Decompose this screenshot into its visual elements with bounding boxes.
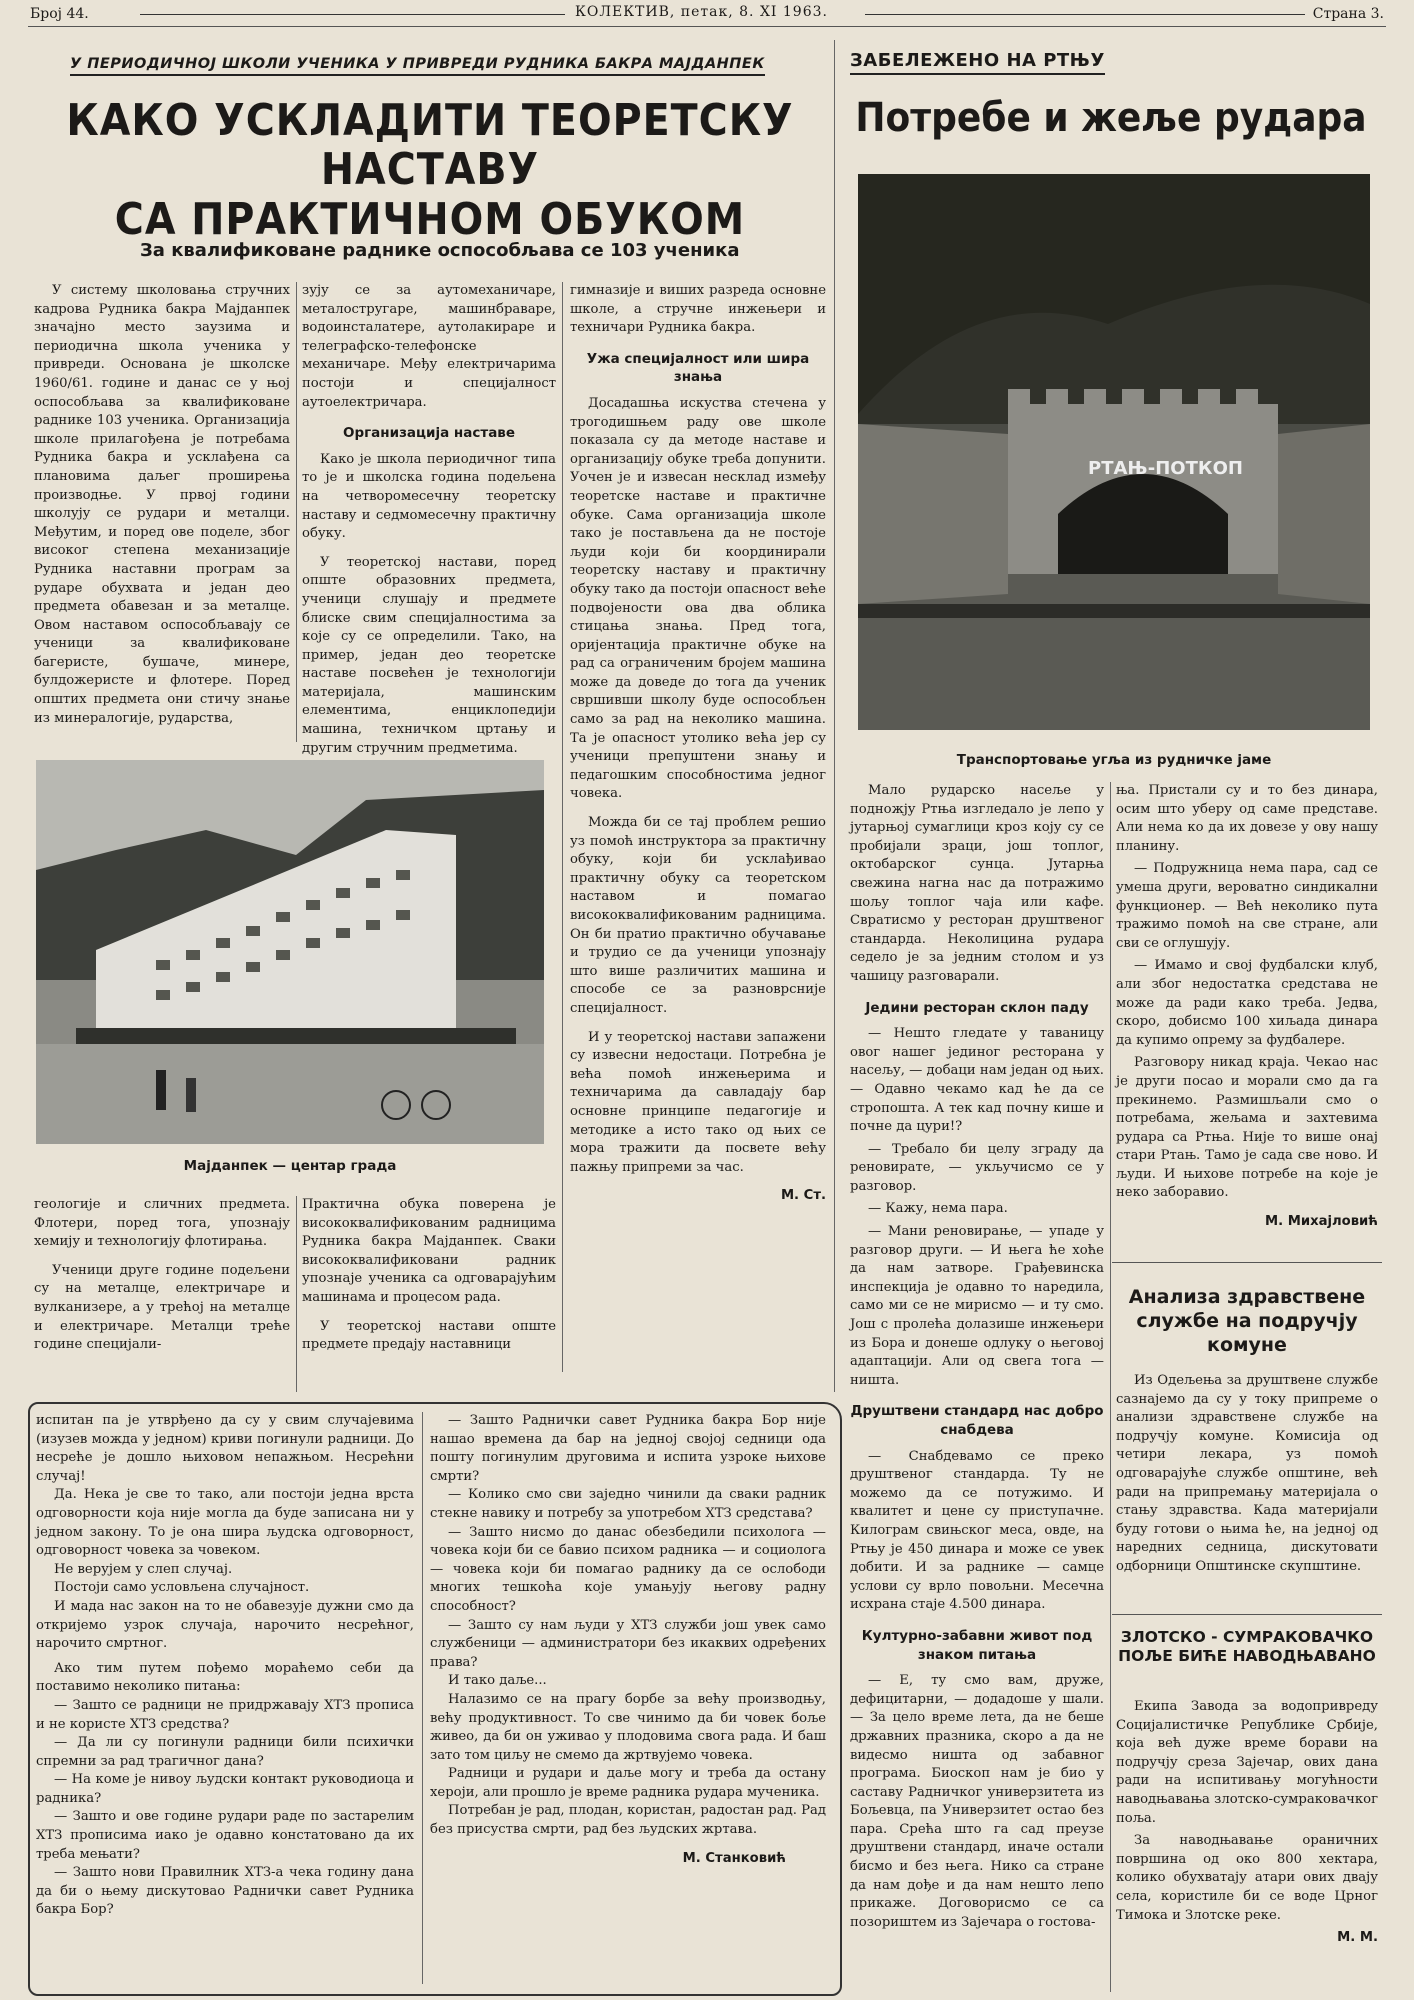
paragraph: Мало рударско насеље у подножју Ртња изгледало је лепо у јутарњој сумаглици кроз коју су се пробијали зраци, још топлог, октобарског сунца. Јутарња свежина нагна нас да потражимо шољу топлог чаја или кафе. Свратисмо у ресторан друштвеног стандарда. Неколицина рудара седело је за једним столом и уз чашицу разговарали. [850, 783, 1104, 984]
paragraph: У теоретској настави опште предмете предају наставници [302, 1318, 556, 1353]
paragraph: У теоретској настави, поред опште образовних предмета, ученици слушају и предмете блиске свим специјалностима за које су се определили. Тако, на пример, један део теоретске наставе посвећен је технологији материјала, машинским елементима, енциклопедији машина, техничком цртању и другим стручним предметима. [302, 554, 556, 756]
subheading: Ужа специјалност или шира знања [586, 350, 810, 386]
header-rule [865, 14, 1305, 15]
right-kicker: ЗАБЕЛЕЖЕНО НА РТЊУ [850, 50, 1105, 75]
column-rule [562, 282, 563, 1372]
left-column-3 [570, 282, 826, 1387]
left-headline [40, 96, 820, 244]
author-signature: М. Ст. [780, 1188, 826, 1204]
paragraph: — Е, ту смо вам, друже, дефицитарни, — додадоше у шали. — За цело време лета, да не беше државних празника, скоро а да не видесмо ништа од забавног програма. Биоскоп нам је био у саставу Радничког универзитета из Бољевца, па Универзитет остао без пара. Срећа што га сад преузе друштвени стандард, иначе остали бисмо и без њега. Нико са стране да нам дође и да нам нешто лепо прикаже. Договорисмо се са позориштем из Зајечара о гостова- [850, 1673, 1104, 1930]
paragraph: Радници и рудари и даље могу и треба да остану хероји, али прошло је време радника рудара мученика. [430, 1766, 826, 1800]
question: — Да ли су погинули радници били психички спремни за рад трагичног дана? [36, 1735, 414, 1769]
headline-line-2: СА ПРАКТИЧНОМ ОБУКОМ [114, 193, 746, 245]
town-center-photo [36, 760, 544, 1144]
paragraph: Постоји само условљена случајност. [54, 1580, 310, 1596]
mine-entrance-sign: РТАЊ-ПОТКОП [1088, 458, 1243, 479]
left-lower-column-1 [34, 1196, 290, 1392]
town-photo-caption: Мајданпек — центар града [183, 1158, 397, 1174]
paragraph: И тако даље... [448, 1673, 547, 1689]
bottom-column-2 [430, 1412, 826, 1984]
left-kicker: У ПЕРИОДИЧНОЈ ШКОЛИ УЧЕНИКА У ПРИВРЕДИ РУДНИКА БАКРА МАЈДАНПЕК [70, 56, 765, 76]
paragraph: Можда би се тај проблем решио уз помоћ инструктора за практичну обуку, који би усклађивао практичну обуку са теоретском наставом и помагао висококвалификованим радницима. Он би пратио практично обучавање и трудио се да ученици упознају што више различитих машина и способе се за разноврсније специјалност. [570, 815, 826, 1016]
question: — Зашто нисмо до данас обезбедили психолога — човека који би се бавио психом радника — и социолога — човека који би помагао раднику да се ослободи многих тешкоћа које умањују његову радну способност? [430, 1524, 826, 1614]
author-signature: М. Станковић [682, 1850, 786, 1866]
paragraph: ња. Пристали су и то без динара, осим што уберу од саме представе. Али нема ко да их довезе у ову нашу планину. [1116, 783, 1378, 854]
right-headline: Потребе и жеље рудара [855, 95, 1367, 141]
paragraph: геологије и сличних предмета. Флотери, поред тога, упознају хемију и технологију флотирања. [34, 1197, 290, 1250]
paragraph: И мада нас закон на то не обавезује дужни смо да откријемо узрок случаја, нарочито несрећног, нарочито смртног. [36, 1598, 414, 1652]
question: — Колико смо сви заједно чинили да сваки радник стекне навику и потребу за употребом ХТЗ средстава? [430, 1487, 826, 1521]
question: — Зашто су нам људи у ХТЗ служби још увек само службеници — администратори без икаквих одређених права? [430, 1617, 826, 1670]
question: — На коме је нивоу људски контакт руководиоца и радника? [36, 1772, 414, 1806]
paragraph: — Требало би целу зграду да реновирате, — укључисмо се у разговор. [850, 1141, 1104, 1194]
health-box-body [1116, 1372, 1378, 1604]
paragraph: Екипа Завода за водопривреду Социјалистичке Републике Србије, која већ дуже време борави на подручју среза Зајечар, ових дана ради на испитивању могућности наводњавања злотско-сумраковачког поља. [1116, 1699, 1378, 1826]
paragraph: Не верујем у слеп случај. [54, 1561, 233, 1577]
town-center-illustration [36, 760, 544, 1144]
paragraph: За наводњавање ораничних површина од око 800 хектара, колико обухватају атари ових двају села, користиле би се воде Црног Тимока и Злотске реке. [1116, 1833, 1378, 1923]
column-rule [1110, 782, 1111, 1992]
paragraph: гимназије и виших разреда основне школе, а стручне инжењери и техничари Рудника бакра. [570, 283, 826, 336]
right-column-2 [1116, 782, 1378, 1272]
paragraph: — Мани реновирање, — упаде у разговор други. — И њега ће хоће да нам затворе. Грађевинска инспекција је одавно то наредила, само ми се не мирисмо — и ту смо. Још с пролећа долазише инжењери из Бора и донеше одлуку о његовој адаптацији. Али од свега тога — ништа. [850, 1224, 1104, 1388]
paragraph: Да. Нека је све то тако, али постоји једна врста одговорности која није могла да буде записана ни у једном закону. То је она шира људска одговорност, одговорност човека за човеком. [36, 1487, 414, 1559]
subheading: Организација наставе [342, 425, 516, 442]
paragraph: Досадашња искуства стечена у трогодишњем раду ове школе показала су да методе наставе и организацију обуке треба допунити. Уочен је и извесан несклад између теоретске наставе и практичне обуке. Сама организација школе тако је постављена да не постоје људи који би координирали теоретску наставу и практичну обуку тако да постоји опасност веће подвојености ова два облика стицања знања. Пред тога, оријентација практичне обуке на рад са ограниченим бројем машина може да доведе до тога да ученик свршивши школу буде оспособљен само за рад на неколико машина. Та је опасност утолико већа јер су ученици препуштени знању и педагошким способностима једног човека. [570, 395, 826, 802]
left-column-1 [34, 282, 290, 740]
paragraph: Налазимо се на прагу борбе за већу производњу, већу продуктивност. То све чинимо да би човек боље живео, да би он уживао у плодовима свога рада. И баш зато том циљу не смемо да жртвујемо човека. [430, 1691, 826, 1763]
headline-line-1: КАКО УСКЛАДИТИ ТЕОРЕТСКУ НАСТАВУ [66, 95, 794, 196]
paragraph: Потребан је рад, плодан, користан, радостан рад. Рад без присуства смрти, рад без људских жртава. [430, 1803, 826, 1838]
column-rule [296, 282, 297, 742]
paragraph: — Имамо и свој фудбалски клуб, али због недостатка средстава не може да ради како треба. Једва, скоро, добисмо 100 хиљада динара да купимо опрему за фудбалере. [1116, 958, 1378, 1048]
paragraph: Из Одељења за друштвене службе сазнајемо да су у току припреме о анализи здравствене службе на подручју комуне. Комисија од четири лекара, уз помоћ одговарајуће службе општине, већ ради на припремању материјала о стању здравства. Када материјали буду готови о њима ће, на једној од наредних седница, дискутовати одборници Општинске скупштине. [1116, 1373, 1378, 1574]
irrigation-body [1116, 1698, 1378, 1992]
question: — Зашто и ове године рудари раде по застарелим ХТЗ прописима иако је одавно констатовано да их треба мењати? [36, 1809, 414, 1862]
page-number: Страна 3. [1312, 6, 1384, 22]
author-signature: М. Михајловић [1264, 1214, 1378, 1230]
paragraph: И у теоретској настави запажени су извесни недостаци. Потребна је већа помоћ инжењерима и техничарима да савладају бар основне принципе педагогије и методике а исто тако од њих се мора тражити да посвете већу пажњу припреми за час. [570, 1029, 826, 1175]
paragraph: Практична обука поверена је висококвалификованим радницима Рудника бакра Мајданпек. Сваки висококвалификовани радник упознаје ученика са одговарајућим машинама и процесом рада. [302, 1197, 556, 1305]
mine-entrance-photo [858, 174, 1370, 730]
paragraph: — Подружница нема пара, сад се умеша други, вероватно синдикални функционер. — Већ неколико пута тражимо помоћ на све стране, али сви се оглушују. [1116, 861, 1378, 951]
section-divider [1112, 1614, 1382, 1615]
left-subheadline: За квалификоване раднике оспособљава се 103 ученика [140, 240, 740, 261]
health-box-title: Анализа здравствене службе на подручју комуне [1128, 1286, 1366, 1356]
section-divider [1112, 1262, 1382, 1263]
paragraph: — Нешто гледате у таваницу овог нашег јединог ресторана у насељу, — добаци нам један од њих. — Одавно чекамо кад ће да се стропошта. А тек кад почну кише и почне да цури!? [850, 1026, 1104, 1135]
question: — Зашто нови Правилник ХТЗ-а чека годину дана да би о њему дискутовао Раднички савет Рудника бакра Бор? [36, 1865, 414, 1918]
question: — Зашто се радници не придржавају ХТЗ прописа и не користе ХТЗ средства? [36, 1697, 414, 1732]
paragraph: Ако тим путем пођемо мораћемо себи да поставимо неколико питања: [36, 1660, 414, 1695]
author-signature: М. М. [1337, 1930, 1378, 1946]
paragraph: зују се за аутомеханичаре, металостругаре, машинбраваре, водоинсталатере, аутолакираре и телеграфско-телефонске механичаре. Међу електричарима постоји и специјалност аутоелектричара. [302, 283, 556, 410]
issue-number: Број 44. [30, 6, 89, 22]
mine-entrance-illustration [858, 174, 1370, 730]
paragraph: Ученици друге године подељени су на металце, електричаре и вулканизере, а у трећој на металце и електричаре. Металци треће године специјали- [34, 1262, 290, 1353]
paragraph: — Кажу, нема пара. [868, 1201, 1008, 1217]
subheading: Једини ресторан склон паду [865, 999, 1089, 1016]
irrigation-title: ЗЛОТСКО - СУМРАКОВАЧКО ПОЉЕ БИЋЕ НАВОДЊАВАНО [1118, 1628, 1376, 1666]
paragraph: Разговору никад краја. Чекао нас је други посао и морали смо да га прекинемо. Размишљали смо о потребама, жељама и захтевима рудара са Ртња. Није то више онај стари Ртањ. Тамо је сада све ново. И људи. И њихове потребе на које је неко заборавио. [1116, 1055, 1378, 1201]
paragraph: — Снабдевамо се преко друштвеног стандарда. Ту не можемо да се потужимо. И квалитет и цене су приступачне. Килограм свињског меса, овде, на Ртњу је 450 динара и може се увек добити. И за раднике — самце услови су врло повољни. Месечна исхрана стаје 4.500 динара. [850, 1448, 1104, 1613]
header-rule [140, 14, 565, 15]
masthead-date: КОЛЕКТИВ, петак, 8. XI 1963. [575, 4, 828, 20]
mine-photo-caption: Транспортовање угља из рудничке јаме [956, 752, 1272, 768]
column-rule [834, 40, 835, 1392]
column-rule [296, 1196, 297, 1392]
right-column-1 [850, 782, 1104, 1992]
left-column-2 [302, 282, 556, 756]
subheading: Друштвени стандард нас добро снабдева [850, 1403, 1104, 1438]
subheading: Културно-забавни живот под знаком питања [861, 1627, 1093, 1663]
column-rule [422, 1412, 423, 1984]
paragraph: испитан па је утврђено да су у свим случајевима (изузев можда у једном) криви погинули радници. До несреће је дошло њиховом непажњом. Несрећни случај! [36, 1413, 414, 1484]
paragraph: У систему школовања стручних кадрова Рудника бакра Мајданпек значајно место заузима и периодична школа ученика у привреди. Основана је школске 1960/61. године и данас се у њој оспособљава за квалификоване раднике 103 ученика. Организација школе прилагођена је потребама Рудника бакра и усклађена са плановима даљег проширења производње. У првој години школују се рудари и металци. Међутим, и поред ове поделе, због високог степена механизације Рудника наставни програм за рударе обухвата и један део предмета обавезан и за металце. Овом наставом оспособљавају се ученици за квалификоване багеристе, бушаче, минере, булдожеристе и флотере. Поред општих предмета они стичу знање из минералогије, рударства, [34, 283, 290, 726]
bottom-column-1 [36, 1412, 414, 1984]
question: — Зашто Раднички савет Рудника бакра Бор није нашао времена да бар на једној својој седници ода пошту погинулим друговима и испита узроке њихове смрти? [430, 1413, 826, 1484]
header-divider [28, 26, 1386, 27]
paragraph: Како је школа периодичног типа то је и школска година подељена на четворомесечну теоретску наставу и седмомесечну практичну обуку. [302, 451, 556, 542]
page-header [30, 2, 1384, 24]
left-lower-column-2 [302, 1196, 556, 1392]
